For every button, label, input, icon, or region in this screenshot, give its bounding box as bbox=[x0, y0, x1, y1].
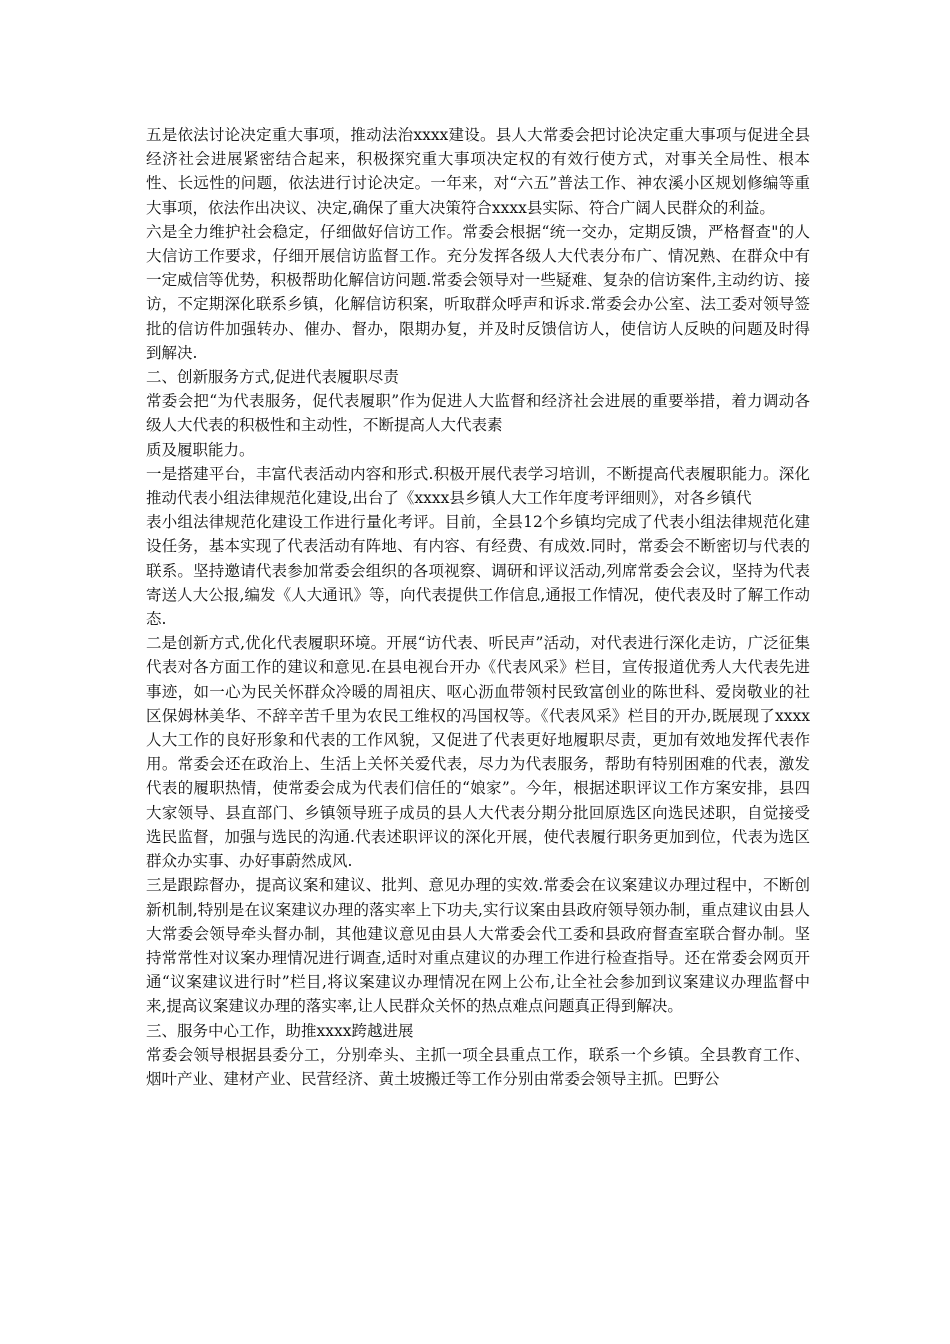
paragraph-innovation: 二是创新方式,优化代表履职环境。开展“访代表、听民声”活动，对代表进行深化走访，广泛征集代表对各方面工作的建议和意见.在县电视台开办《代表风采》栏目，宣传报道优秀人大代表先进事迹，如一心为民关怀群众冷暖的周祖庆、呕心沥血带领村民致富创业的陈世科、爱岗敬业的社区保姆林美华、不辞辛苦千里为农民工维权的冯国权等。《代表风采》栏目的开办,既展现了xxxx人大工作的良好形象和代表的工作风貌，又促进了代表更好地履职尽责，更加有效地发挥代表作用。常委会还在政治上、生活上关怀关爱代表，尽力为代表服务，帮助有特别困难的代表，激发代表的履职热情，使常委会成为代表们信任的“娘家”。今年，根据述职评议工作方案安排，县四大家领导、县直部门、乡镇领导班子成员的县人大代表分期分批回原选区向选民述职，自觉接受选民监督，加强与选民的沟通.代表述职评议的深化开展，使代表履行职务更加到位，代表为选区群众办实事、办好事蔚然成风. bbox=[146, 634, 810, 871]
paragraph-supervision: 三是跟踪督办，提高议案和建议、批判、意见办理的实效.常委会在议案建议办理过程中，不断创新机制,特别是在议案建议办理的落实率上下功夫,实行议案由县政府领导领办制，重点建议由县人大常委会领导牵头督办制，其他建议意见由县人大常委会代工委和县政府督查室联合督办制。坚持常常性对议案办理情况进行调查,适时对重点建议的办理工作进行检查指导。还在常委会网页开通“议案建议进行时”栏目,将议案建议办理情况在网上公布,让全社会参加到议案建议办理监督中来,提高议案建议办理的落实率,让人民群众关怀的热点难点问题真正得到解决。 bbox=[146, 876, 810, 1016]
paragraph-platform-cont: 表小组法律规范化建设工作进行量化考评。目前，全县12个乡镇均完成了代表小组法律规范化建设任务，基本实现了代表活动有阵地、有内容、有经费、有成效.同时，常委会不断密切与代表的联系。坚持邀请代表参加常委会组织的各项视察、调研和评议活动,列席常委会会议，坚持为代表寄送人大公报,编发《人大通讯》等，向代表提供工作信息,通报工作情况，使代表及时了解工作动态. bbox=[146, 513, 810, 629]
paragraph-service-intro: 常委会把“为代表服务，促代表履职”作为促进人大监督和经济社会进展的重要举措，着力调动各级人大代表的积极性和主动性，不断提高人大代表素 bbox=[146, 392, 810, 435]
section-heading-3: 三、服务中心工作，助推xxxx跨越进展 bbox=[146, 1021, 414, 1040]
document-body bbox=[146, 123, 810, 1091]
paragraph-major-decisions: 五是依法讨论决定重大事项，推动法治xxxx建设。县人大常委会把讨论决定重大事项与促进全县经济社会进展紧密结合起来，积极探究重大事项决定权的有效行使方式，对事关全局性、根本性、长远性的问题，依法进行讨论决定。一年来，对“六五”普法工作、神农溪小区规划修编等重大事项，依法作出决议、决定,确保了重大决策符合xxxx县实际、符合广阔人民群众的利益。 bbox=[146, 126, 810, 217]
paragraph-central-work: 常委会领导根据县委分工，分别牵头、主抓一项全县重点工作，联系一个乡镇。全县教育工作、烟叶产业、建材产业、民营经济、黄土坡搬迁等工作分别由常委会领导主抓。巴野公 bbox=[146, 1045, 810, 1088]
section-heading-2: 二、创新服务方式,促进代表履职尽责 bbox=[146, 368, 399, 387]
paragraph-petition-work: 六是全力维护社会稳定，仔细做好信访工作。常委会根据“统一交办，定期反馈，严格督查"的人大信访工作要求，仔细开展信访监督工作。充分发挥各级人大代表分布广、情况熟、在群众中有一定威信等优势，积极帮助化解信访问题.常委会领导对一些疑难、复杂的信访案件,主动约访、接访，不定期深化联系乡镇，化解信访积案，听取群众呼声和诉求.常委会办公室、法工委对领导签批的信访件加强转办、催办、督办，限期办复，并及时反馈信访人，使信访人反映的问题及时得到解决. bbox=[146, 222, 810, 362]
paragraph-service-intro-cont: 质及履职能力。 bbox=[146, 440, 255, 459]
paragraph-platform: 一是搭建平台，丰富代表活动内容和形式.积极开展代表学习培训，不断提高代表履职能力。深化推动代表小组法律规范化建设,出台了《xxxx县乡镇人大工作年度考评细则》，对各乡镇代 bbox=[146, 464, 810, 508]
